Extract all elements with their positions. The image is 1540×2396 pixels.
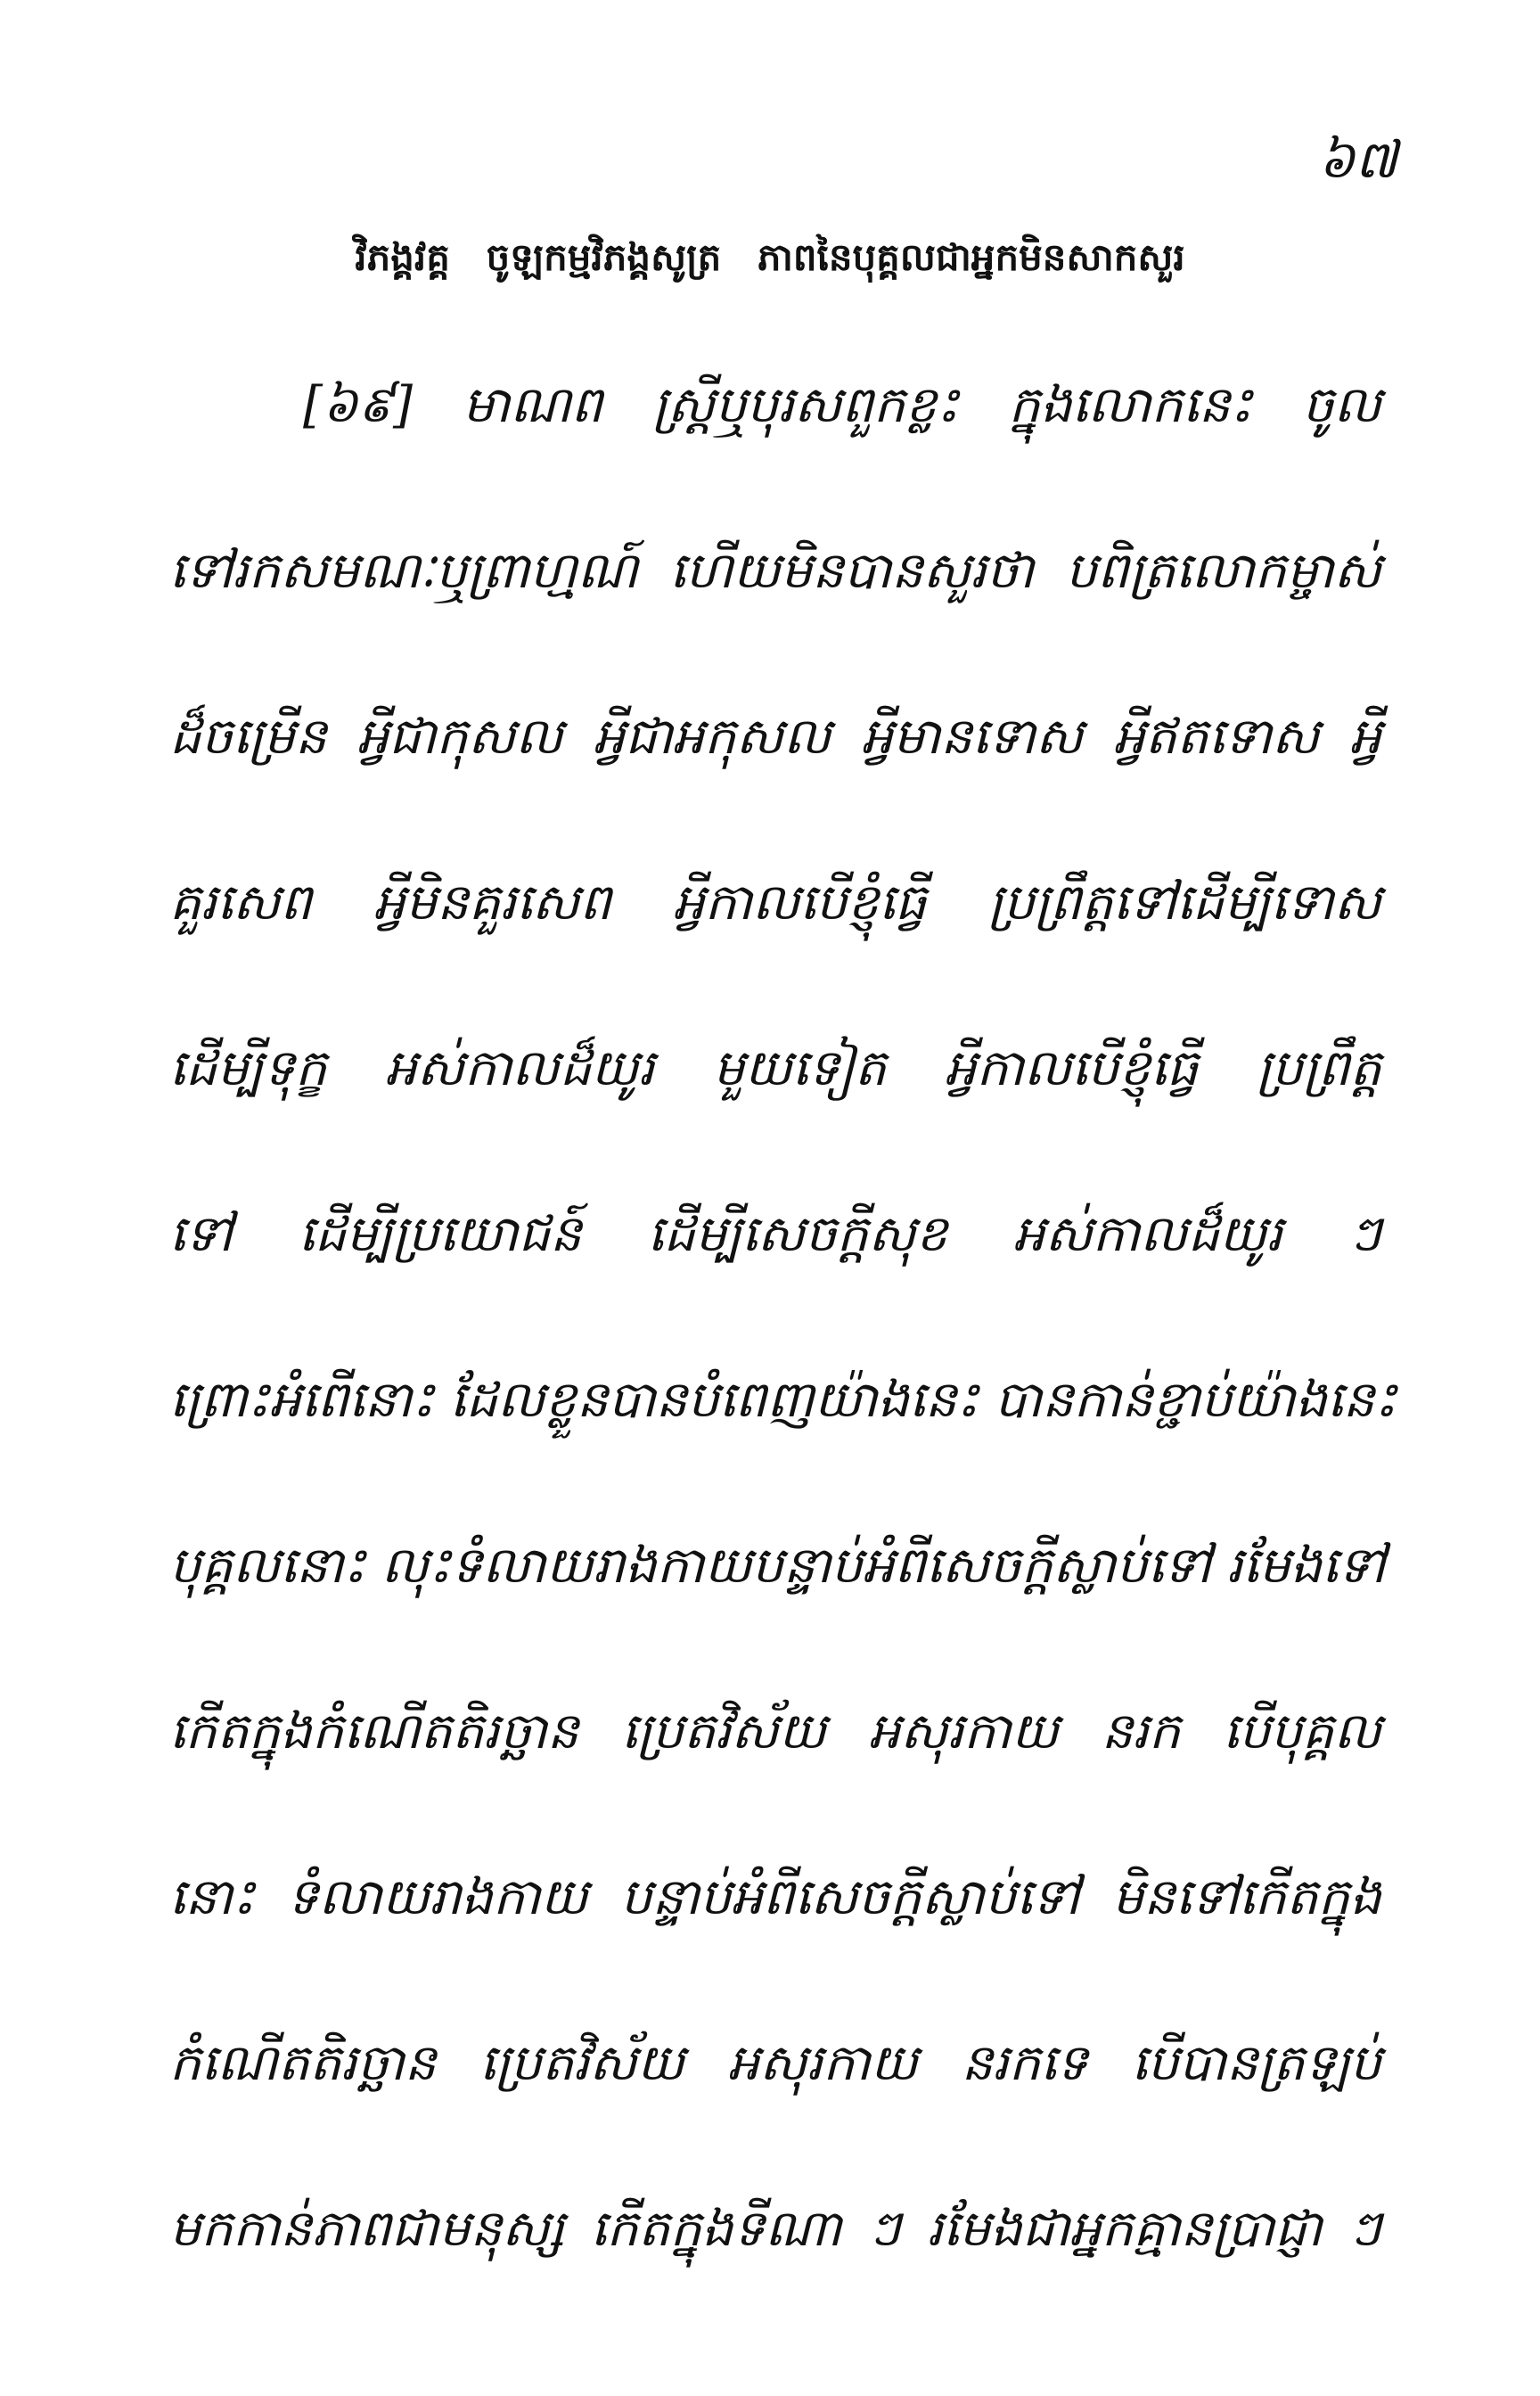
text-line: គួរសេព អ្វីមិនគួរសេព អ្វីកាលបើខ្ញុំធ្វើ ប្រព្រឹត្តទៅដើម្បីទោស	[169, 874, 1381, 931]
text-line: កំណើតតិរច្ឆាន ប្រេតវិស័យ អសុរកាយ នរកទេ បើបានត្រឡប់	[169, 2034, 1381, 2092]
page-number: ៦៧	[1318, 129, 1397, 190]
text-line: ដ៏ចម្រើន អ្វីជាកុសល អ្វីជាអកុសល អ្វីមានទោស អ្វីឥតទោស អ្វី	[169, 708, 1381, 766]
text-line: នោះ ទំលាយរាងកាយ បន្ទាប់អំពីសេចក្តីស្លាប់ទៅ មិនទៅកើតក្នុង	[169, 1868, 1381, 1926]
text-line: កើតក្នុងកំណើតតិរច្ឆាន ប្រេតវិស័យ អសុរកាយ នរក បើបុគ្គល	[169, 1703, 1381, 1760]
running-header: វិភង្គវគ្គ ចូឡកម្មវិភង្គសូត្រ ភាពនៃបុគ្គលជាអ្នកមិនសាកសួរ	[355, 235, 1185, 279]
body-text	[169, 365, 1397, 2355]
text-line: ទៅរកសមណៈឬព្រាហ្មណ៍ ហើយមិនបានសួរថា បពិត្រលោកម្ចាស់	[169, 542, 1381, 600]
text-line: ព្រោះអំពើនោះ ដែលខ្លួនបានបំពេញយ៉ាងនេះ បានកាន់ខ្ជាប់យ៉ាងនេះ	[169, 1371, 1397, 1429]
text-line: ទៅ ដើម្បីប្រយោជន៍ ដើម្បីសេចក្តីសុខ អស់កាលដ៏យូរ ៗ	[169, 1205, 1381, 1263]
text-line: មកកាន់ភាពជាមនុស្ស កើតក្នុងទីណា ៗ រមែងជាអ្នកគ្មានប្រាជ្ញា ៗ	[169, 2200, 1381, 2258]
text-line: បុគ្គលនោះ លុះទំលាយរាងកាយបន្ទាប់អំពីសេចក្តីស្លាប់ទៅ រមែងទៅ	[169, 1537, 1386, 1595]
text-line: ដើម្បីទុក្ខ អស់កាលដ៏យូរ មួយទៀត អ្វីកាលបើខ្ញុំធ្វើ ប្រព្រឹត្ត	[169, 1039, 1381, 1097]
text-line: [៦៩] មាណព ស្ត្រីឬបុរសពួកខ្លះ ក្នុងលោកនេះ ចូល	[303, 376, 1381, 434]
